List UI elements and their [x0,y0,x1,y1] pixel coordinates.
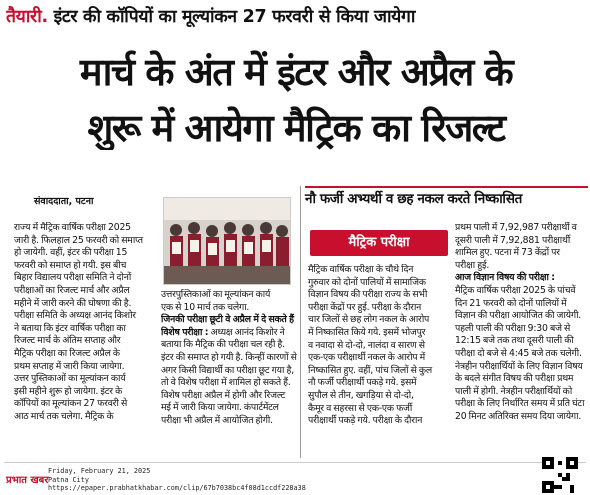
text-line: बिहार विद्यालय परीक्षा समिति ने दोनों [14,272,132,284]
clip-meta [48,467,306,493]
text-line: उत्तरपुस्तिकाओं का मूल्यांकन कार्य [161,289,271,300]
text-line: मैट्रिक परीक्षा का रिजल्ट अप्रैल के [14,347,120,359]
text-line: सुपौल से तीन, खगड़िया से दो-दो, [308,389,414,401]
text-line: मैट्रिक वार्षिक परीक्षा के चौथे दिन [308,264,414,275]
text-line: एक से 10 मार्च तक चलेगा. [161,301,250,313]
text-line: राज्य में मैट्रिक वार्षिक परीक्षा 2025 [14,222,131,233]
text-line: विज्ञान की परीक्षा आयोजित की जायेगी. [455,310,582,322]
special-exam-text: अध्यक्ष आनंद किशोर ने बताया कि मैट्रिक की परीक्षा चल रही है. इंटर की समाप्त हो गयी है. किन्हीं कारणों से अगर किसी विद्यार्थी का परीक्षा छूट गया है, तो वे विशेष परीक्षा में शामिल हो सकते हैं. विशेष परीक्षा अप्रैल में होगी और रिजल्ट मई में जारी किया जायेगा. कंपार्टमेंटल परीक्षा भी अप्रैल में आयोजित होगी. [161,326,297,426]
text-line: गुरुवार को दोनों पालियों में सामाजिक [308,276,426,288]
text-line: दिन 21 फरवरी को दोनों पालियों में [455,297,567,309]
text-line: के बदले संगीत विषय की परीक्षा प्रथम [455,373,574,385]
sub-heading-science: आज विज्ञान विषय की परीक्षा : [455,272,555,284]
text-line: 12:15 बजे तक तथा दूसरी पाली की [455,335,574,347]
text-line: परीक्षा समिति के अध्यक्ष आनंद किशोर [14,310,136,322]
text-line: व नवादा से दो-दो, नालंदा व सारण से [308,339,425,351]
text-line: दूसरी पाली में 7,92,881 परीक्षार्थी [455,234,571,246]
byline: संवाददाता, पटना [34,196,94,207]
text-line: प्रथम सप्ताह में जारी किया जायेगा. [14,360,125,372]
text-line: मैट्रिक वार्षिक परीक्षा 2025 के पांचवें [455,284,576,296]
text-line: परीक्षाओं का रिजल्ट मार्च और अप्रैल [14,284,130,296]
clip-footer [4,462,586,494]
clip-date: Friday, February 21, 2025 [48,467,151,475]
headline-line-2: शुरू में आयेगा मैट्रिक का रिजल्ट [87,106,505,150]
article-column-4 [455,222,587,460]
kicker-text: इंटर की कॉपियों का मूल्यांकन 27 फरवरी से किया जायेगा [47,7,416,27]
section-tag: मैट्रिक परीक्षा [310,230,448,256]
text-line: चार जिलों से छह लोग नकल के आरोप [308,314,430,326]
text-line: में निष्कासित किये गये. इसमें भोजपुर [308,326,426,338]
text-line: परीक्षार्थी पकड़े गये. परीक्षा के दौरान [308,415,423,427]
text-line: एक-एक परीक्षार्थी नकल के आरोप में [308,352,426,364]
headline-line-1: मार्च के अंत में इंटर और अप्रैल के [79,50,513,94]
text-line: शामिल हुए. पटना में 73 केंद्रों पर [455,247,560,259]
text-line: जारी है. फिलहाल 25 फरवरी को समाप्त [14,234,143,246]
text-line: नेत्रहीन परीक्षार्थियों के लिए विज्ञान विषय [455,360,583,372]
text-line: फरवरी को समाप्त हो गयी. इस बीच [14,259,127,271]
sub-heading-special-exam: जिनकी परीक्षा छूटी वे अप्रैल में दे सकते हैं विशेष परीक्षा : [161,314,294,338]
article-column-2 [161,289,297,459]
article-column-3 [308,264,451,458]
text-line: कॉपियों का मूल्यांकन 27 फरवरी से [14,398,128,410]
text-line: परीक्षा केंद्रों पर हुई. परीक्षा के दौरान [308,301,422,313]
text-line: महीने में जारी करने की घोषणा की है. [14,297,132,309]
clip-edition: Patna City [48,475,89,484]
kicker-label: तैयारी. [6,7,48,27]
students-photo-image [164,198,290,284]
text-line: परीक्षा हुई. [455,259,490,271]
text-line: कैमूर व सहरसा से एक-एक फर्जी [308,402,413,414]
text-line: रिजल्ट मार्च के अंतिम सप्ताह और [14,335,121,347]
text-line: इसी महीने शुरू हो जायेगा. इंटर के [14,385,123,397]
text-line: विज्ञान विषय की परीक्षा राज्य के सभी [308,289,428,301]
text-line: निष्कासित हुए. वहीं, पांच जिलों से कुल [308,364,432,376]
article-column-1 [14,222,156,458]
column-divider [300,186,301,458]
text-line: परीक्षा के लिए निर्धारित समय में प्रति घंटा [455,398,585,410]
text-line: परीक्षा दो बजे से 4:45 बजे तक चलेगी. [455,347,582,359]
section-banner: नौ फर्जी अभ्यर्थी व छह नकल करते निष्कासित [305,186,588,212]
text-line: 20 मिनट अतिरिक्त समय दिया जायेगा. [455,410,582,422]
clip-url[interactable]: https://epaper.prabhatkhabar.com/clip/67b7038bc4f08d1ccdf228a38 [48,484,306,493]
qr-code-icon[interactable] [542,457,578,493]
students-photo [163,197,291,285]
text-line: पहली पाली की परीक्षा 9:30 बजे से [455,322,571,334]
text-line: पाली में होगी. नेत्रहीन परीक्षार्थियों को [455,385,573,397]
text-line: हो जायेगी. वहीं, इंटर की परीक्षा 15 [14,247,128,259]
text-line: आठ मार्च तक चलेगा. मैट्रिक के [14,410,114,422]
text-line: ने बताया कि इंटर वार्षिक परीक्षा का [14,322,126,334]
text-line: नौ फर्जी परीक्षार्थी पकड़े गये. इसमें [308,377,417,389]
text-line: उत्तर पुस्तिकाओं का मूल्यांकन कार्य [14,373,126,385]
kicker-line [6,4,586,34]
newspaper-logo: प्रभात खबर [6,475,49,486]
text-line: प्रथम पाली में 7,92,987 परीक्षार्थी व [455,222,577,233]
